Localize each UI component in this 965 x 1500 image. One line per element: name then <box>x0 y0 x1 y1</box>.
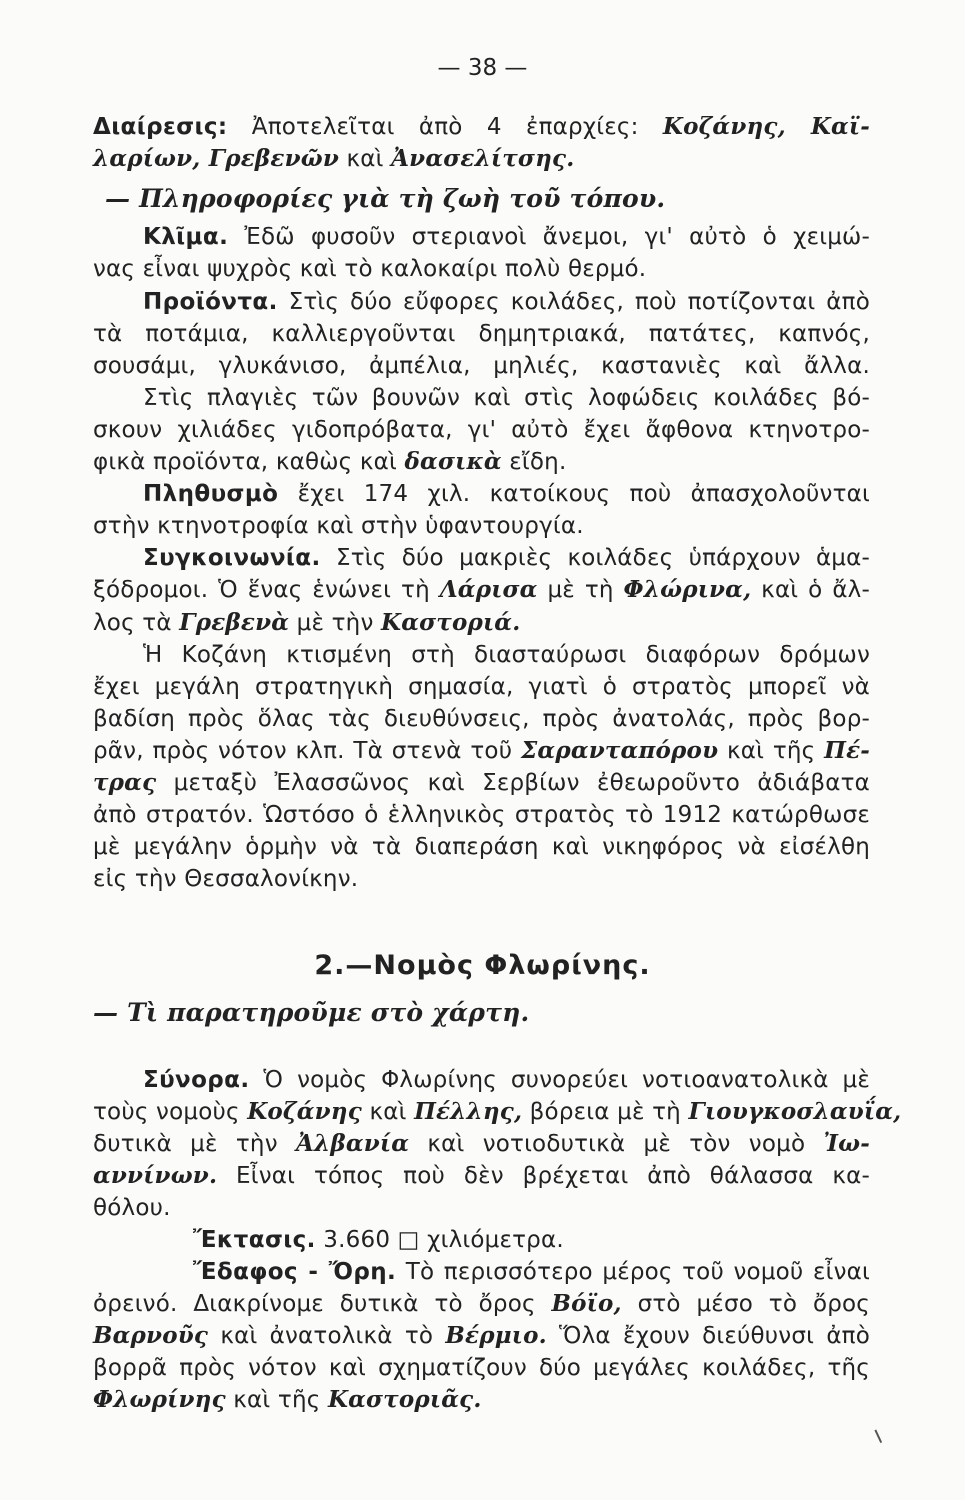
kozani-line <box>93 704 870 734</box>
kozani-line <box>93 351 870 381</box>
kozani-line <box>93 112 870 142</box>
text-run: Τὸ περισσότερο μέρος τοῦ νομοῦ εἶναι <box>396 1259 870 1285</box>
text-run: μὲ τὴ <box>537 577 624 604</box>
text-run: στὴν κτηνοτροφία καὶ στὴν ὑφαντουργία. <box>93 513 584 540</box>
kozani-line <box>93 672 870 702</box>
text-run: δυτικὰ μὲ τὴν <box>93 1131 296 1157</box>
text-run: Ἡ Κοζάνη κτισμένη στὴ διασταύρωσι διαφόρων δρόμων <box>143 641 870 668</box>
italic-term: Ἀνασελίτσης. <box>391 145 575 173</box>
text-run: Στὶς δύο μακριὲς κοιλάδες ὑπάρχουν ἁμα- <box>320 545 870 572</box>
text-run: καὶ <box>339 146 392 173</box>
text-run: καὶ <box>361 1099 415 1125</box>
kozani-line <box>143 640 870 670</box>
text-run: καὶ τῆς <box>225 1387 328 1413</box>
text-run: Στὶς πλαγιὲς τῶν βουνῶν καὶ στὶς λοφώδεις κοιλάδες βό- <box>143 384 870 411</box>
italic-term: Πέλλης, <box>414 1098 523 1125</box>
italic-term: Γιουγκοσλαυΐα, <box>688 1098 902 1125</box>
kozani-line <box>143 222 870 252</box>
text-run: ἔχει 174 χιλ. κατοίκους ποὺ ἀπασχολοῦνται <box>278 481 870 508</box>
florina-line <box>93 1385 870 1415</box>
italic-term: Βέρμιο. <box>445 1322 547 1349</box>
kozani-line <box>93 832 870 862</box>
florina-line <box>93 1097 902 1127</box>
square-symbol: □ <box>397 1227 420 1253</box>
text-run: καὶ νοτιοδυτικὰ μὲ τὸν νομὸ <box>409 1131 824 1157</box>
kozani-line <box>93 864 870 894</box>
text-run: βαδίση πρὸς ὅλας τὰς διευθύνσεις, πρὸς ἀνατολάς, πρὸς βορ- <box>93 705 870 732</box>
kozani-line <box>93 319 870 349</box>
florina-line <box>93 1129 870 1159</box>
text-run: καὶ ὁ ἄλ- <box>751 577 870 604</box>
kozani-line <box>93 254 870 284</box>
florina-line <box>193 1257 870 1287</box>
italic-term: Πέ- <box>824 736 870 764</box>
italic-term: τρας <box>93 769 157 796</box>
text-run: Ἐδῶ φυσοῦν στεριανοὶ ἄνεμοι, γι' αὐτὸ ὁ χειμώ- <box>228 224 870 251</box>
florina-line <box>143 1065 870 1095</box>
italic-term: Καστοριά. <box>381 608 521 636</box>
text-run: βορρᾶ πρὸς νότον καὶ σχηματίζουν δύο μεγάλες κοιλάδες, τῆς <box>93 1355 870 1381</box>
kozani-line <box>93 447 870 477</box>
text-run: Ἀποτελεῖται ἀπὸ 4 ἐπαρχίες: <box>227 114 663 140</box>
italic-term: Βόϊο, <box>551 1290 622 1317</box>
text-run: στὸ μέσο τὸ ὄρος <box>621 1291 870 1317</box>
text-run: σκουν χιλιάδες γιδοπρόβατα, γι' αὐτὸ ἔχει ἄφθονα κτηνοτρο- <box>93 416 870 443</box>
kozani-line <box>93 768 870 798</box>
text-run: εἰς τὴν Θεσσαλονίκην. <box>93 866 359 893</box>
text-run: σουσάμι, γλυκάνισο, ἀμπέλια, μηλιές, καστανιὲς καὶ ἄλλα. <box>93 352 870 379</box>
florina-line <box>193 1225 870 1255</box>
run-in-heading: Διαίρεσις: <box>93 114 228 140</box>
run-in-heading: Ἔκτασις. <box>193 1227 316 1253</box>
text-run: τὰ ποτάμια, καλλιεργοῦνται δημητριακά, πατάτες, καπνός, <box>93 320 870 347</box>
italic-term: Κοζάνης <box>247 1098 362 1125</box>
text-run: νας εἶναι ψυχρὸς καὶ τὸ καλοκαίρι πολὺ θερμό. <box>93 256 647 283</box>
text-run: Εἶναι τόπος ποὺ δὲν βρέχεται ἀπὸ θάλασσα κα- <box>217 1163 870 1189</box>
text-run: Ὁ νομὸς Φλωρίνης συνορεύει νοτιοανατολικὰ μὲ <box>249 1067 870 1093</box>
italic-term: Φλωρίνης <box>93 1386 226 1413</box>
text-run: χιλιόμετρα. <box>419 1227 564 1253</box>
italic-term: αννίνων. <box>93 1162 218 1189</box>
florina-line <box>93 1289 870 1319</box>
text-run: μὲ μεγάλην ὁρμὴν νὰ τὰ διαπεράση καὶ νικηφόρος νὰ εἰσέλθη <box>93 834 870 861</box>
text-run: ξόδρομοι. Ὁ ἕνας ἑνώνει τὴ <box>93 577 440 604</box>
text-run: καὶ τῆς <box>718 737 825 764</box>
text-run: τοὺς νομοὺς <box>93 1099 248 1125</box>
text-run: Ὅλα ἔχουν διεύθυνσι ἀπὸ <box>546 1323 871 1349</box>
text-run: μεταξὺ Ἐλασσῶνος καὶ Σερβίων ἐθεωροῦντο ἀδιάβατα <box>156 770 870 796</box>
florina-line <box>93 1193 870 1223</box>
kozani-line <box>93 415 870 445</box>
florina-line <box>93 1161 870 1191</box>
italic-term: λαρίων, Γρεβενῶν <box>93 145 340 173</box>
text-run: ὀρεινό. Διακρίνομε δυτικὰ τὸ ὄρος <box>93 1291 552 1317</box>
text-run: εἴδη. <box>501 449 567 475</box>
kozani-line <box>93 575 870 605</box>
text-run: Στὶς δύο εὔφορες κοιλάδες, ποὺ ποτίζονται ἀπὸ <box>277 288 870 315</box>
text-run: 3.660 <box>315 1227 398 1253</box>
italic-term: Ἰω- <box>823 1130 870 1157</box>
kozani-line <box>93 608 870 638</box>
page-number: — 38 — <box>437 55 528 81</box>
kozani-line <box>143 383 870 413</box>
kozani-line <box>93 511 870 541</box>
text-run: μὲ τὴν <box>289 609 382 636</box>
italic-term: Λάρισα <box>439 576 538 604</box>
florina-line <box>93 1353 870 1383</box>
text-run: βόρεια μὲ τὴ <box>522 1099 689 1125</box>
run-in-heading: Κλῖμα. <box>143 224 229 251</box>
text-run: θόλου. <box>93 1195 171 1221</box>
subheading: — Πληροφορίες γιὰ τὴ ζωὴ τοῦ τόπου. <box>105 184 666 214</box>
kozani-line <box>93 144 870 174</box>
italic-term: Βαρνοῦς <box>93 1322 209 1349</box>
italic-term: Σαρανταπόρου <box>520 736 719 764</box>
italic-term: δασικὰ <box>404 448 502 475</box>
kozani-line <box>93 736 870 766</box>
italic-term: Γρεβενὰ <box>179 608 290 636</box>
text-run: φικὰ προϊόντα, καθὼς καὶ <box>93 449 405 475</box>
italic-term: Ἀλβανία <box>295 1130 410 1157</box>
florina-line <box>93 998 870 1029</box>
page-mark <box>874 1427 887 1443</box>
run-in-heading: Ἔδαφος - Ὄρη. <box>193 1259 397 1285</box>
italic-term: Φλώρινα, <box>623 576 752 604</box>
kozani-line <box>93 800 870 830</box>
run-in-heading: Πληθυσμὸ <box>143 481 279 508</box>
run-in-heading: Συγκοινωνία. <box>143 545 321 572</box>
kozani-line <box>143 543 870 573</box>
subheading: — Τὶ παρατηροῦμε στὸ χάρτη. <box>93 998 530 1027</box>
italic-term: Κοζάνης, Καϊ- <box>662 113 870 140</box>
kozani-line <box>143 479 870 509</box>
text-run: ρᾶν, πρὸς νότον κλπ. Τὰ στενὰ τοῦ <box>93 737 521 764</box>
text-run: ἔχει μεγάλη στρατηγικὴ σημασία, γιατὶ ὁ στρατὸς μπορεῖ νὰ <box>93 673 870 700</box>
florina-line <box>93 1321 870 1351</box>
text-run: καὶ ἀνατολικὰ τὸ <box>208 1323 446 1349</box>
text-run: ἀπὸ στρατόν. Ὡστόσο ὁ ἑλληνικὸς στρατὸς τὸ 1912 κατώρθωσε <box>93 802 870 829</box>
kozani-line <box>105 184 870 215</box>
run-in-heading: Σύνορα. <box>143 1067 250 1093</box>
run-in-heading: Προϊόντα. <box>143 288 278 315</box>
kozani-line <box>143 287 870 317</box>
italic-term: Καστοριᾶς. <box>327 1386 482 1413</box>
section-title: 2.—Νομὸς Φλωρίνης. <box>314 950 651 981</box>
text-run: λος τὰ <box>93 609 180 636</box>
